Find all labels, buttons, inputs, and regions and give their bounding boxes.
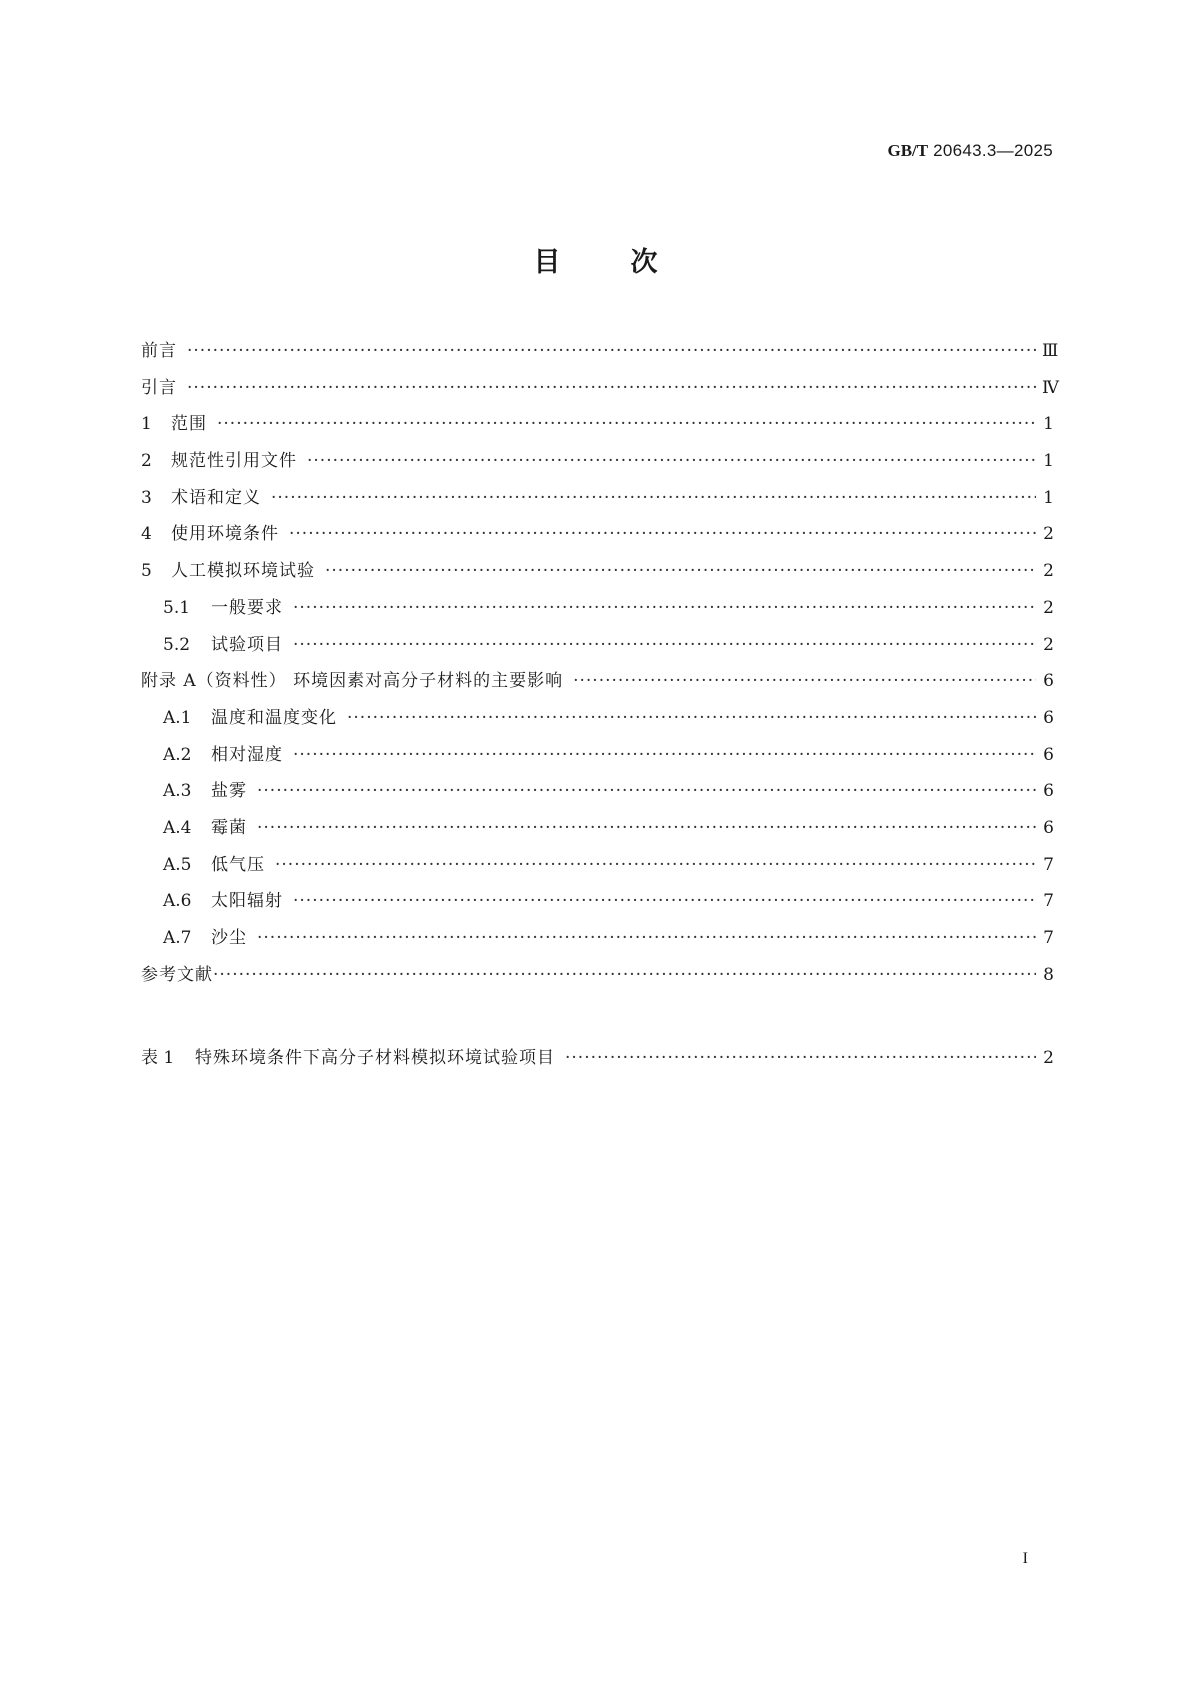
toc-entry-terms[interactable] (141, 483, 1054, 520)
toc-entry-label: 规范性引用文件 (171, 451, 297, 472)
toc-entry-page: 1 (1043, 414, 1054, 435)
toc-entry-a7[interactable] (141, 923, 1054, 960)
toc-entry-number: 1 (141, 414, 152, 435)
toc-entry-label: 引言 (141, 377, 177, 398)
toc-entry-number: 3 (141, 487, 152, 508)
toc-entry-a5[interactable] (141, 850, 1054, 887)
dot-leader (217, 414, 1036, 434)
dot-leader (187, 341, 1036, 361)
toc-entry-number: A.1 (163, 707, 192, 728)
toc-entry-page: 7 (1043, 928, 1054, 948)
dot-leader (293, 635, 1036, 655)
toc-entry-normative-references[interactable] (141, 446, 1054, 483)
dot-leader (289, 524, 1036, 544)
dot-leader (257, 928, 1036, 948)
toc-entry-page: 1 (1043, 451, 1054, 472)
toc-entry-label: 一般要求 (211, 597, 283, 618)
dot-leader (257, 818, 1036, 838)
dot-leader (257, 781, 1036, 801)
toc-entry-label: 温度和温度变化 (211, 707, 337, 728)
table-entry-page: 2 (1043, 1048, 1054, 1068)
toc-entry-page: 2 (1043, 524, 1054, 545)
dot-leader (573, 671, 1036, 691)
toc-entry-page: 7 (1043, 891, 1054, 912)
toc-entry-label: 试验项目 (211, 634, 283, 655)
page-title: 目次 (533, 247, 728, 278)
toc-entry-number: A.5 (163, 854, 192, 875)
toc-entry-page: 8 (1043, 964, 1054, 985)
toc-entry-number: 2 (141, 451, 152, 472)
table-entry-number: 表 1 (141, 1048, 175, 1068)
toc-entry-number: A.4 (163, 817, 192, 838)
list-of-tables (141, 1043, 1054, 1080)
toc-entry-page: 6 (1043, 744, 1054, 765)
toc-entry-number: A.2 (163, 744, 192, 765)
toc-entry-label: 前言 (141, 341, 177, 361)
toc-entry-label: 太阳辐射 (211, 891, 283, 912)
toc-entry-label: 沙尘 (211, 928, 247, 948)
dot-leader (347, 708, 1036, 728)
toc-entry-a1[interactable] (141, 703, 1054, 740)
standard-code: 20643.3—2025 (933, 141, 1053, 160)
toc-entry-a3[interactable] (141, 776, 1054, 813)
toc-entry-number: 5 (141, 561, 152, 582)
toc-entry-a4[interactable] (141, 813, 1054, 850)
toc-entry-page: Ⅲ (1042, 341, 1059, 361)
toc-entry-page: 6 (1043, 671, 1054, 692)
toc-entry-page: 6 (1043, 707, 1054, 728)
toc-entry-environment-conditions[interactable] (141, 519, 1054, 556)
table-entry-label: 特殊环境条件下高分子材料模拟环境试验项目 (195, 1048, 555, 1068)
dot-leader (187, 378, 1036, 398)
toc-entry-number: A.6 (163, 891, 192, 912)
toc-entry-page: 6 (1043, 817, 1054, 838)
toc-entry-label: 附录 A（资料性） 环境因素对高分子材料的主要影响 (141, 671, 564, 692)
toc-entry-page: 1 (1043, 487, 1054, 508)
dot-leader (307, 451, 1036, 471)
toc-entry-label: 盐雾 (211, 781, 247, 802)
toc-entry-number: A.7 (163, 928, 192, 948)
toc-entry-number: 4 (141, 524, 152, 545)
dot-leader (325, 561, 1036, 581)
toc-entry-general-requirements[interactable] (141, 593, 1054, 630)
table-entry-1[interactable] (141, 1043, 1054, 1080)
toc-entry-page: 2 (1043, 634, 1054, 655)
toc-entry-scope[interactable] (141, 409, 1054, 446)
toc-entry-label: 参考文献 (141, 964, 213, 985)
toc-entry-label: 术语和定义 (171, 487, 261, 508)
table-of-contents (141, 336, 1059, 996)
standard-number (887, 141, 1053, 161)
dot-leader (271, 488, 1036, 508)
toc-entry-a6[interactable] (141, 886, 1054, 923)
toc-entry-number: 5.2 (163, 634, 191, 655)
toc-entry-bibliography[interactable] (141, 960, 1054, 997)
toc-entry-page: 2 (1043, 597, 1054, 618)
dot-leader (293, 598, 1036, 618)
toc-entry-page: 7 (1043, 854, 1054, 875)
dot-leader (293, 891, 1036, 911)
toc-entry-simulated-tests[interactable] (141, 556, 1054, 593)
toc-entry-introduction[interactable] (141, 373, 1059, 410)
toc-entry-label: 范围 (171, 414, 207, 435)
toc-entry-number: 5.1 (163, 597, 191, 618)
dot-leader (565, 1048, 1036, 1068)
dot-leader (275, 855, 1036, 875)
toc-entry-annex-a[interactable] (141, 666, 1054, 703)
page-number: I (1022, 1550, 1028, 1567)
toc-entry-foreword[interactable] (141, 336, 1059, 373)
toc-entry-label: 相对湿度 (211, 744, 283, 765)
toc-entry-a2[interactable] (141, 740, 1054, 777)
toc-entry-label: 人工模拟环境试验 (171, 561, 315, 582)
toc-entry-page: Ⅳ (1042, 377, 1059, 398)
toc-entry-label: 霉菌 (211, 817, 247, 838)
toc-entry-label: 使用环境条件 (171, 524, 279, 545)
toc-entry-test-items[interactable] (141, 630, 1054, 667)
toc-entry-label: 低气压 (211, 854, 265, 875)
toc-entry-number: A.3 (163, 781, 192, 802)
dot-leader (293, 745, 1036, 765)
standard-prefix: GB/T (887, 141, 929, 160)
toc-entry-page: 6 (1043, 781, 1054, 802)
toc-entry-page: 2 (1043, 561, 1054, 582)
dot-leader (213, 965, 1036, 985)
